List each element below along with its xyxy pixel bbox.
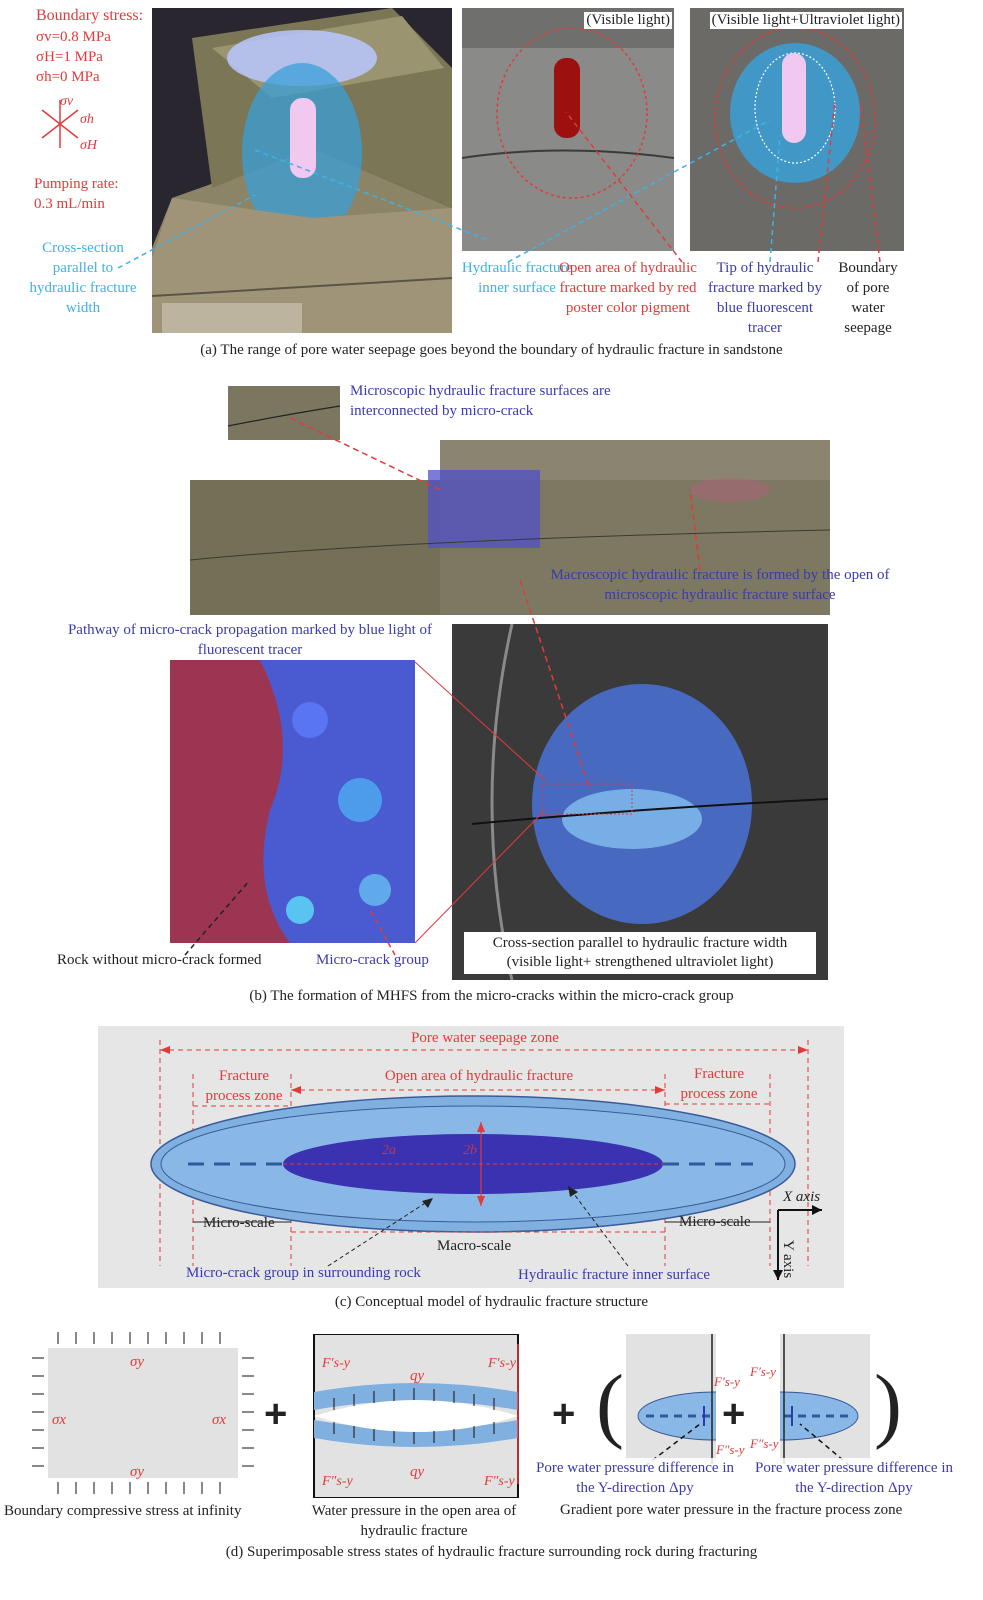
fpz-F-prime-left: F′s-y [714,1374,740,1389]
visible-uv-label: (Visible light+Ultraviolet light) [711,12,900,28]
macro-scale: Macro-scale [437,1238,512,1254]
micro-scale-right: Micro-scale [679,1214,751,1230]
sigma-x-right: σx [212,1412,227,1428]
water-caption-d: Water pressure in the open area of hydraulic fracture [311,1503,517,1539]
fpz-F-prime-right: F′s-y [750,1364,776,1379]
boundary-label: Boundary of pore water seepage [838,260,898,336]
boundary-stress-title: Boundary stress: [36,7,144,24]
F-dprime-right: F″s-y [484,1474,515,1489]
pumping-rate-value: 0.3 mL/min [34,196,105,212]
visible-light-label: (Visible light) [586,12,670,28]
qy-bottom: qy [410,1464,425,1480]
fpz-right-label: Fracture process zone [680,1066,758,1102]
sigma-v-value: σv=0.8 MPa [36,29,111,45]
qy-top: qy [410,1368,425,1384]
axis-h-label: σh [80,112,94,127]
panel-b-connectors [0,380,983,980]
caption-b: (b) The formation of MHFS from the micro-cracks within the micro-crack group [249,988,734,1004]
plus-sign-2: + [552,1392,576,1436]
sigma-H-value: σH=1 MPa [36,49,103,65]
micro-scale-left: Micro-scale [203,1215,275,1231]
F-prime-left: F′s-y [322,1356,350,1371]
cross-section-label: Cross-section parallel to hydraulic fracture width [29,240,137,316]
dim-2a: 2a [382,1143,396,1158]
y-axis-label: Y axis [780,1240,796,1279]
rock-label: Rock without micro-crack formed [57,952,262,968]
hf-inner-surface-label: Hydraulic fracture inner surface [461,260,573,296]
sigma-y-bottom: σy [130,1464,145,1480]
caption-a: (a) The range of pore water seepage goes beyond the boundary of hydraulic fracture in sandstone [200,342,783,358]
plus-sign-1: + [264,1392,288,1436]
boundary-caption-d: Boundary compressive stress at infinity [4,1503,242,1519]
macroscopic-label: Macroscopic hydraulic fracture is formed by the open of microscopic hydraulic fracture surface [550,567,890,603]
caption-d: (d) Superimposable stress states of hydraulic fracture surrounding rock during fracturing [225,1544,758,1560]
microcrack-group-label: Micro-crack group [316,952,429,968]
sigma-h-value: σh=0 MPa [36,69,100,85]
cross-section-line2: (visible light+ strengthened ultraviolet light) [506,954,774,970]
gradient-caption-d: Gradient pore water pressure in the fracture process zone [560,1502,903,1518]
seepage-zone-label: Pore water seepage zone [411,1030,559,1046]
cross-section-line1: Cross-section parallel to hydraulic fracture width [492,935,788,951]
sigma-y-top: σy [130,1354,145,1370]
microscopic-label: Microscopic hydraulic fracture surfaces are interconnected by micro-crack [350,383,611,419]
open-area-c-label: Open area of hydraulic fracture [384,1068,574,1084]
F-dprime-left: F″s-y [322,1474,353,1489]
plus-sign-3: + [722,1392,746,1436]
pore-diff-right: Pore water pressure difference in the Y-direction Δpy [748,1458,960,1498]
fpz-F-dprime-left: F″s-y [716,1442,745,1457]
fpz-F-dprime-right: F″s-y [750,1436,779,1451]
open-area-label: Open area of hydraulic fracture marked by red poster color pigment [559,260,697,316]
axis-H-label: σH [80,138,98,153]
dim-2b: 2b [463,1143,477,1158]
axis-v-label: σv [60,94,74,109]
paren-close: ) [874,1358,902,1451]
F-prime-right: F′s-y [488,1356,516,1371]
pumping-rate-label: Pumping rate: [34,176,119,192]
fpz-left-label: Fracture process zone [205,1068,283,1104]
pathway-label: Pathway of micro-crack propagation marked by blue light of fluorescent tracer [67,622,433,658]
micro-crack-group-c: Micro-crack group in surrounding rock [186,1265,421,1281]
caption-c: (c) Conceptual model of hydraulic fracture structure [334,1294,649,1310]
x-axis-label: X axis [783,1189,821,1205]
pore-diff-left: Pore water pressure difference in the Y-direction Δpy [528,1458,742,1498]
paren-open: ( [596,1358,624,1451]
tip-label: Tip of hydraulic fracture marked by blue fluorescent tracer [707,260,823,336]
inner-surface-c: Hydraulic fracture inner surface [518,1267,710,1283]
sigma-x-left: σx [52,1412,67,1428]
